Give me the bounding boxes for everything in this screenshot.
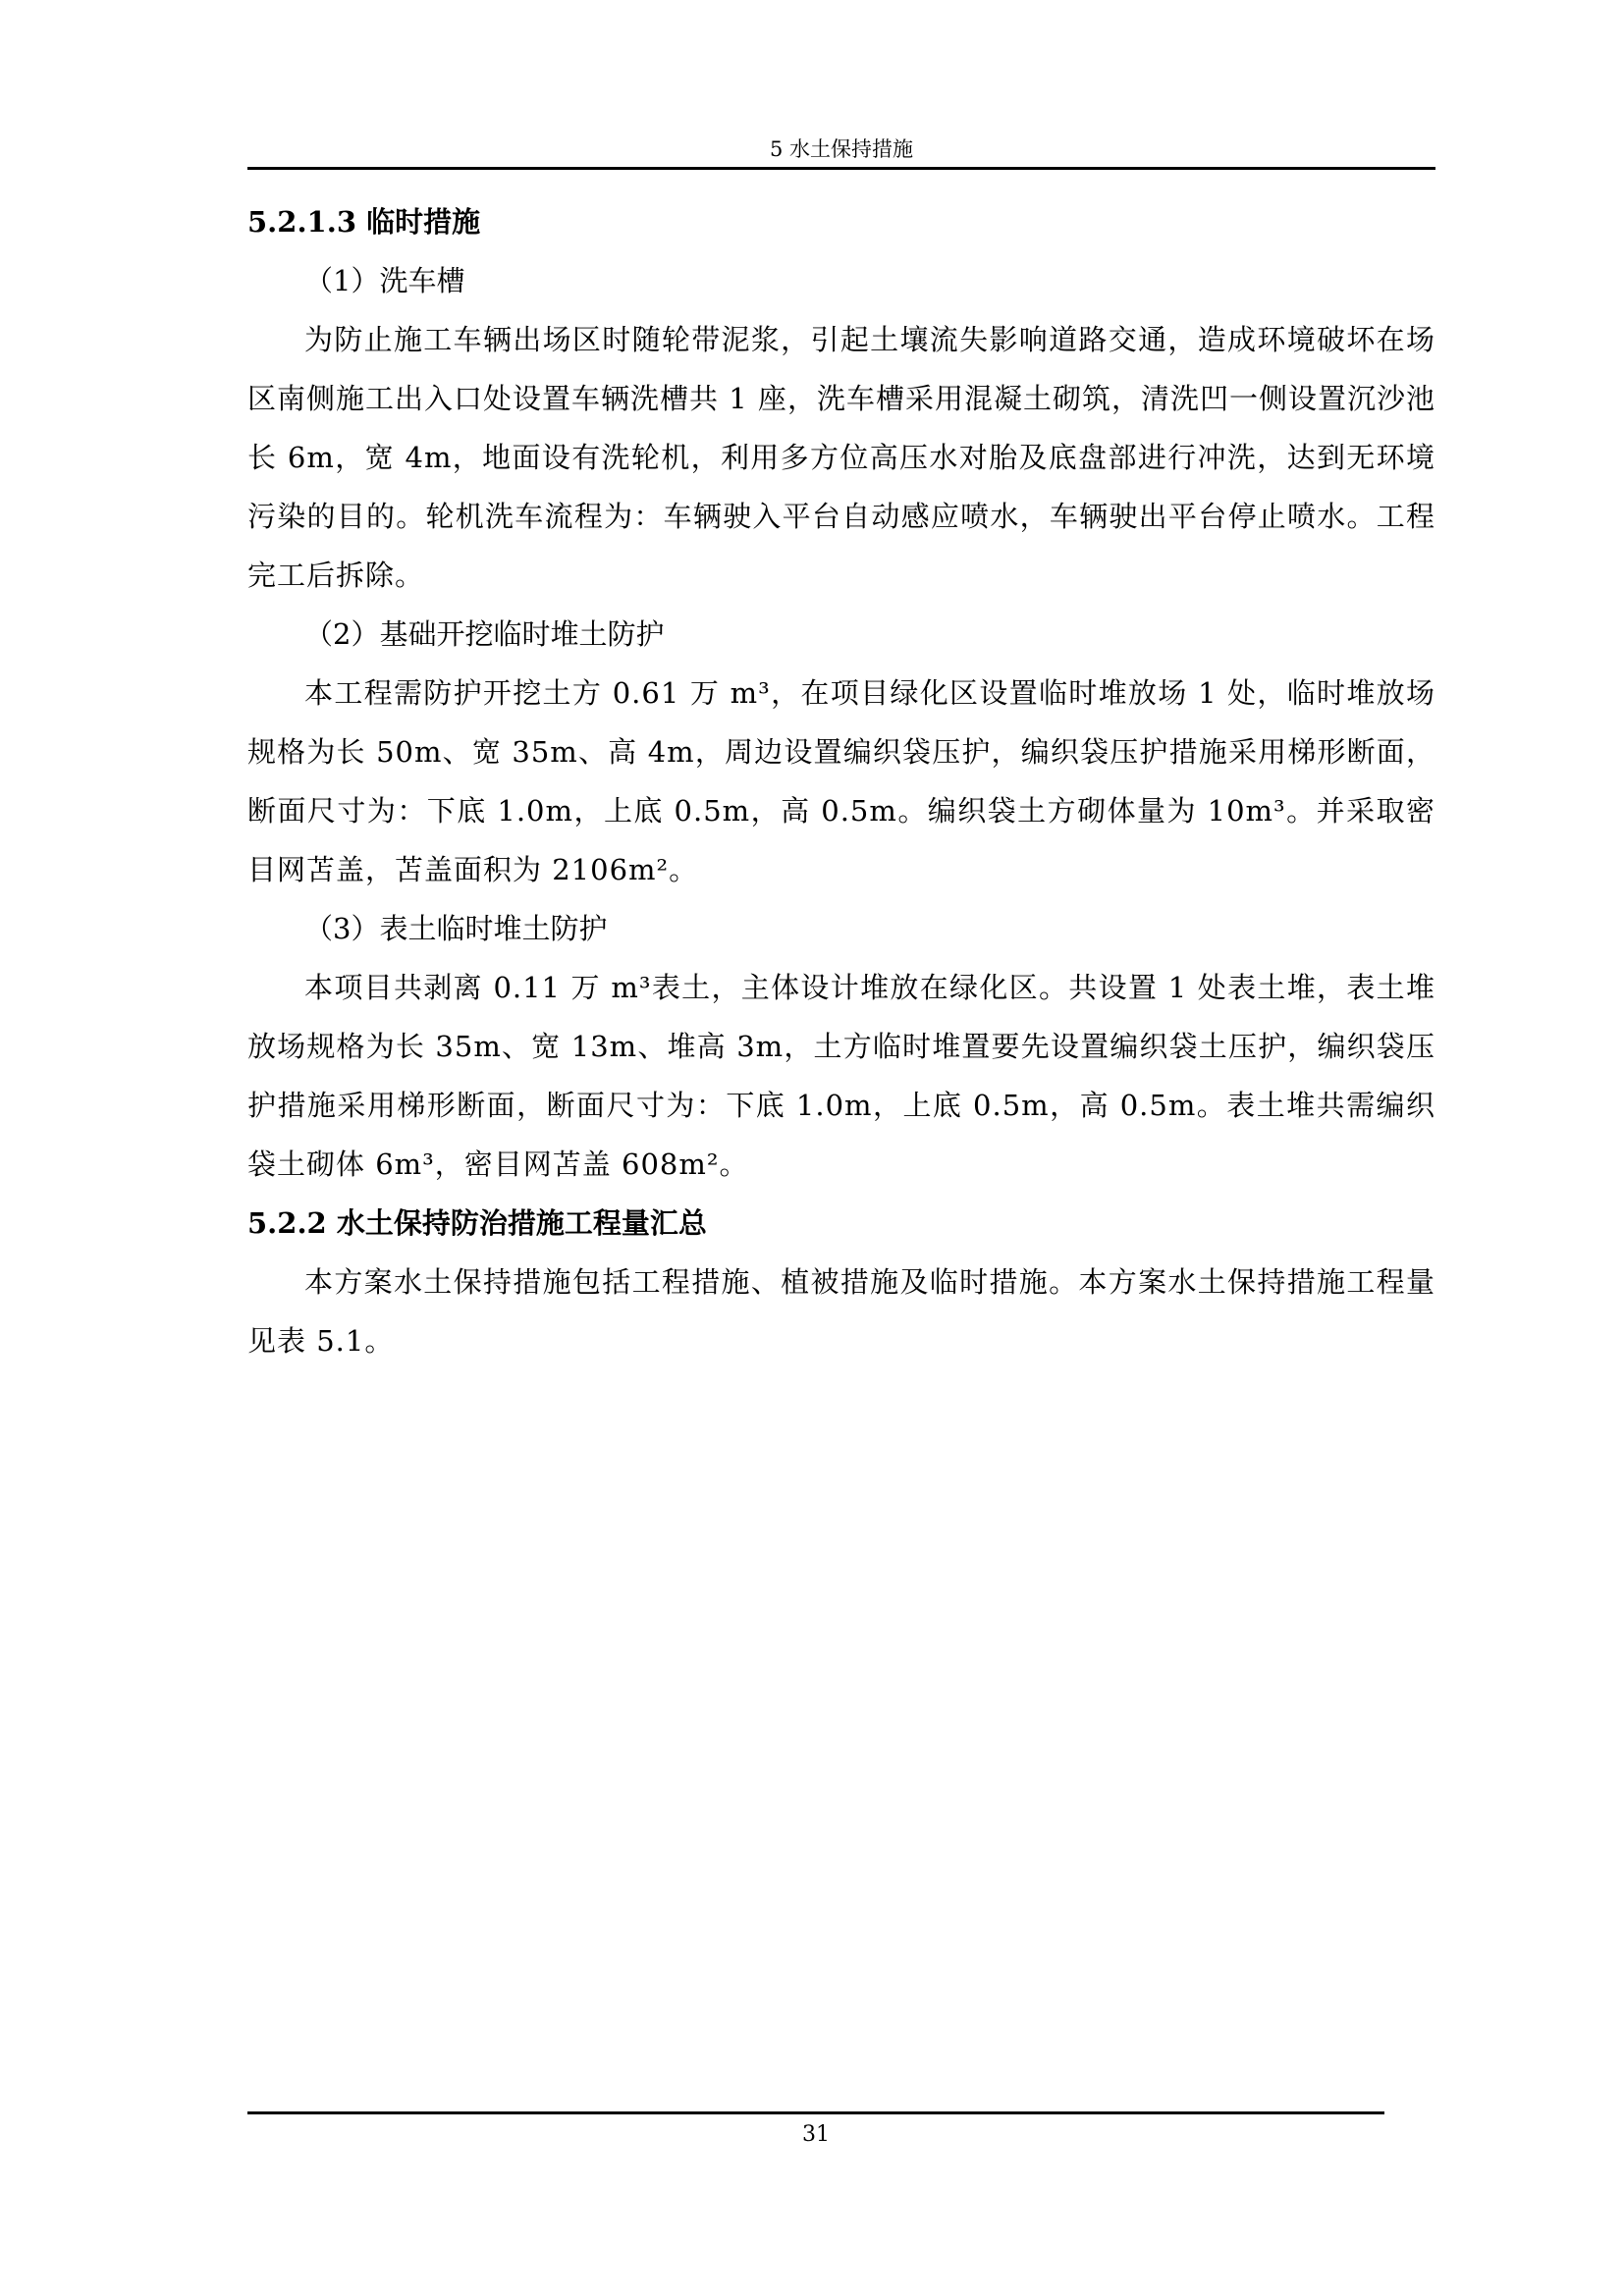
section-heading-5-2-2: 5.2.2 水土保持防治措施工程量汇总: [247, 1206, 707, 1240]
paragraph-quantity-summary: 本方案水土保持措施包括工程措施、植被措施及临时措施。本方案水土保持措施工程量见表 5.1。: [247, 1265, 1435, 1358]
footer-rule: [247, 2111, 1384, 2114]
running-header-title: 5 水土保持措施: [769, 137, 914, 161]
subsection-label-topsoil-stockpile: （3）表土临时堆土防护: [304, 912, 608, 945]
page-number: 31: [802, 2122, 830, 2147]
paragraph-wash-trough: 为防止施工车辆出场区时随轮带泥浆，引起土壤流失影响道路交通，造成环境破坏在场区南侧施工出入口处设置车辆洗槽共 1 座，洗车槽采用混凝土砌筑，清洗凹一侧设置沉沙池长 6m，宽 4m，地面设有洗轮机，利用多方位高压水对胎及底盘部进行冲洗，达到无环境污染的目的。轮机洗车流程为：车辆驶入平台自动感应喷水，车辆驶出平台停止喷水。工程完工后拆除。: [247, 323, 1435, 592]
header-rule: [247, 167, 1435, 170]
subsection-label-wash-trough: （1）洗车槽: [304, 264, 465, 297]
paragraph-excavation-stockpile: 本工程需防护开挖土方 0.61 万 m³，在项目绿化区设置临时堆放场 1 处，临时堆放场规格为长 50m、宽 35m、高 4m，周边设置编织袋压护，编织袋压护措施采用梯形断面，断面尺寸为：下底 1.0m，上底 0.5m，高 0.5m。编织袋土方砌体量为 10m³。并采取密目网苫盖，苫盖面积为 2106m²。: [247, 676, 1435, 886]
paragraph-topsoil-stockpile: 本项目共剥离 0.11 万 m³表土，主体设计堆放在绿化区。共设置 1 处表土堆，表土堆放场规格为长 35m、宽 13m、堆高 3m，土方临时堆置要先设置编织袋土压护，编织袋压护措施采用梯形断面，断面尺寸为：下底 1.0m，上底 0.5m，高 0.5m。表土堆共需编织袋土砌体 6m³，密目网苫盖 608m²。: [247, 971, 1435, 1181]
document-body: [247, 192, 1435, 1370]
section-heading-5-2-1-3: 5.2.1.3 临时措施: [247, 205, 481, 239]
subsection-label-excavation-stockpile: （2）基础开挖临时堆土防护: [304, 617, 665, 651]
